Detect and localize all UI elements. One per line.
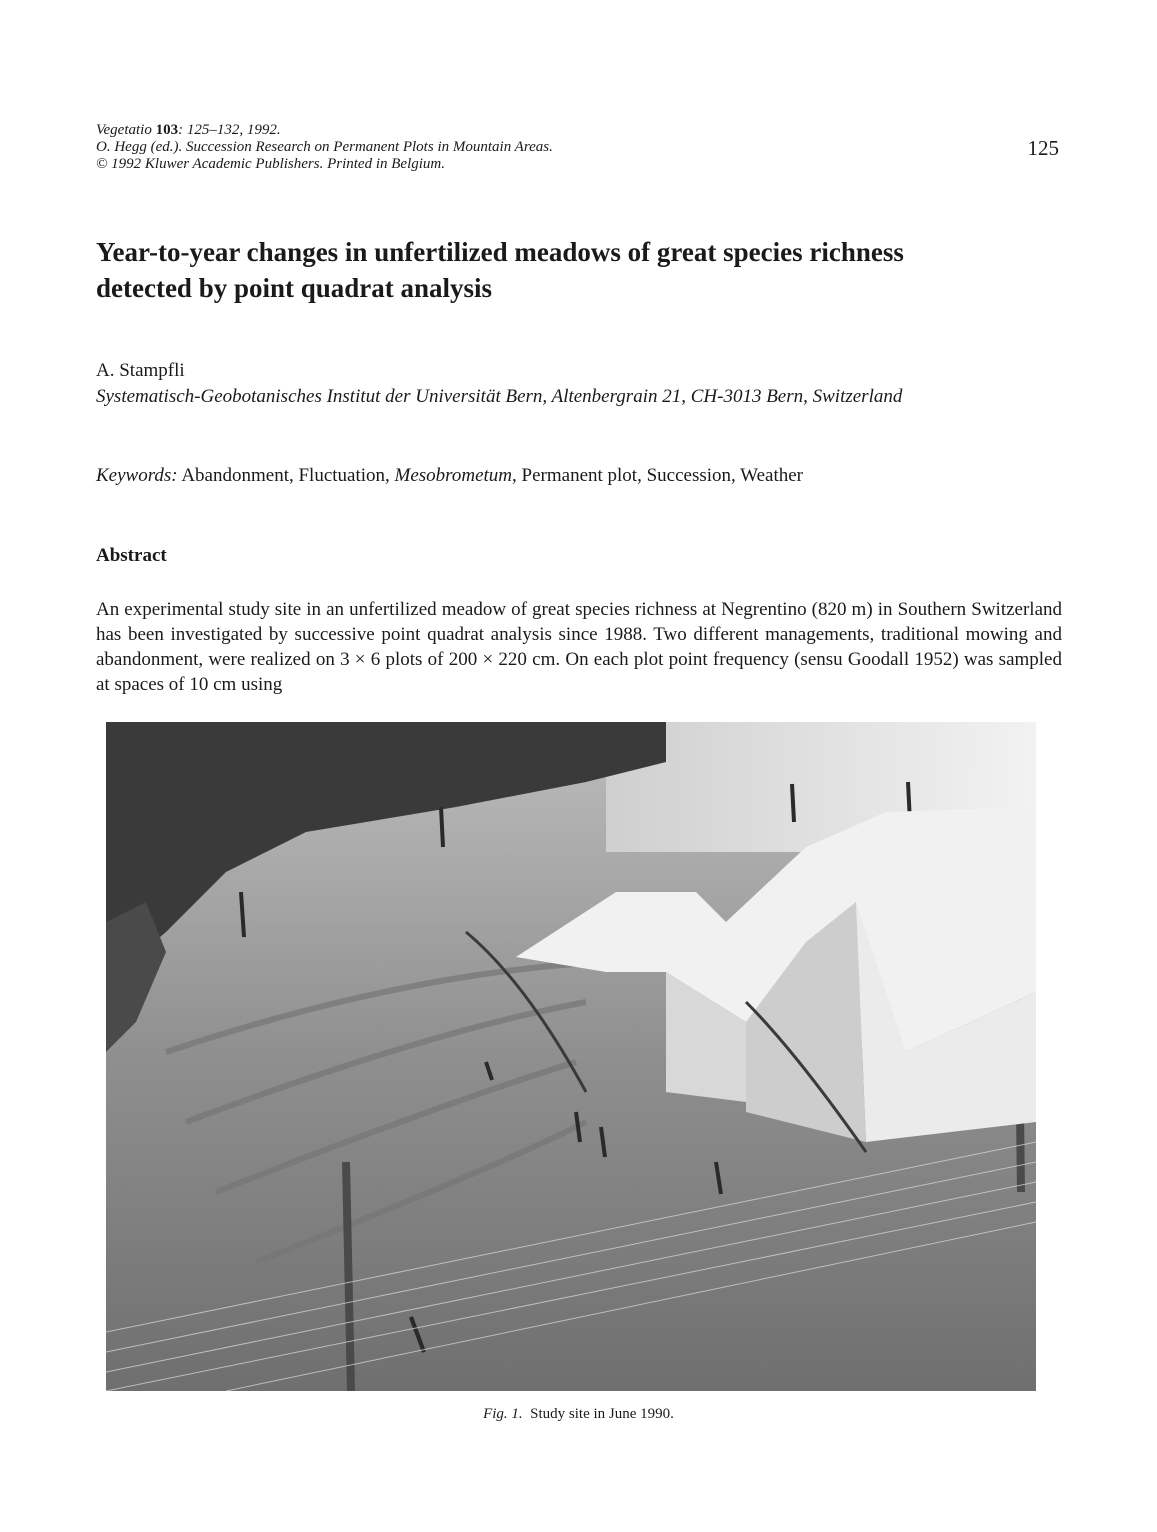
title-line-1: Year-to-year changes in unfertilized meadows of great species richness — [96, 237, 904, 267]
paper-title — [96, 234, 1076, 306]
abstract-text: An experimental study site in an unfertilized meadow of great species richness at Negrentino (820 m) in Southern Switzerland has been investigated by successive point quadrat analysis since 1988. Two different managements, traditional mowing and abandonment, were realized on 3 × 6 plots of 200 × 220 cm. On each plot point frequency (sensu Goodall 1952) was sampled at spaces of 10 cm using — [96, 599, 1062, 695]
title-line-2: detected by point quadrat analysis — [96, 273, 493, 303]
journal-header — [96, 122, 553, 173]
keywords-label: Keywords: — [96, 465, 178, 486]
copyright-line: © 1992 Kluwer Academic Publishers. Printed in Belgium. — [96, 156, 445, 172]
figure-caption — [0, 1406, 1157, 1423]
author-name: A. Stampfli — [96, 360, 185, 381]
editor-line: O. Hegg (ed.). Succession Research on Permanent Plots in Mountain Areas. — [96, 139, 553, 155]
figure-caption-text: Study site in June 1990. — [530, 1406, 674, 1422]
author-affiliation: Systematisch-Geobotanisches Institut der Universität Bern, Altenbergrain 21, CH-3013 Bern, Switzerland — [96, 386, 903, 407]
study-site-photo — [106, 722, 1036, 1391]
keywords: Keywords: Abandonment, Fluctuation, Mesobrometum, Permanent plot, Succession, Weather — [96, 465, 803, 486]
page-number: 125 — [1027, 136, 1059, 160]
citation-line: Vegetatio 103: 125–132, 1992. — [96, 122, 281, 138]
abstract-heading: Abstract — [96, 545, 167, 566]
volume-number: 103 — [155, 122, 179, 138]
photo-illustration — [106, 722, 1036, 1391]
figure-label: Fig. 1. — [483, 1406, 523, 1422]
